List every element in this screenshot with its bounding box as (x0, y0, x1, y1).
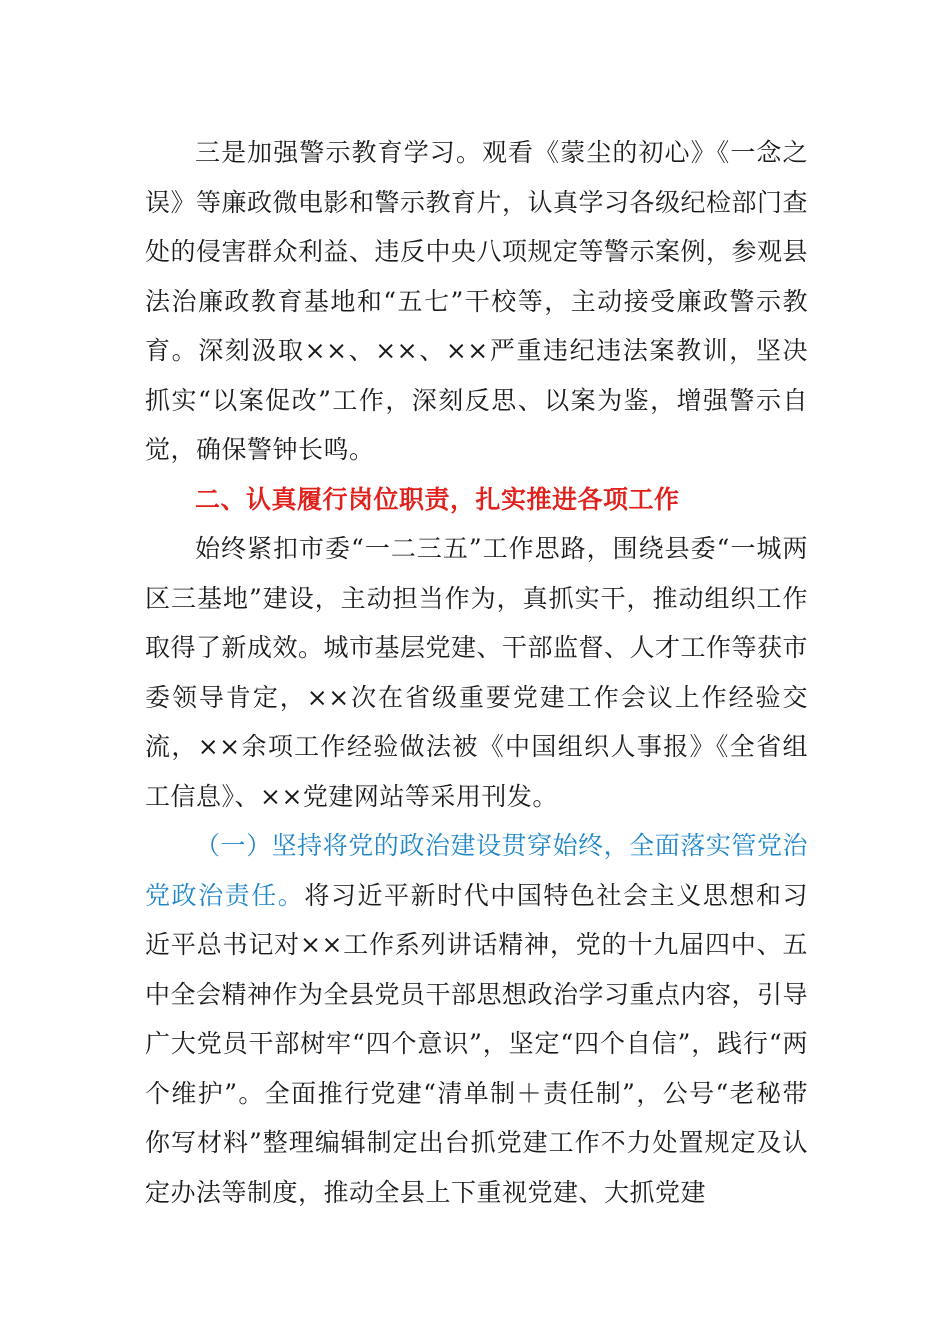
sub-heading-1: （一）坚持将党的政治建设贯穿始终，全面落实管党治党政治责任。 (145, 831, 808, 910)
paragraph-work-results: 始终紧扣市委“一二三五”工作思路，围绕县委“一城两区三基地”建设，主动担当作为，真抓实干，推动组织工作取得了新成效。城市基层党建、干部监督、人才工作等获市委领导肯定，××次在省级重要党建工作会议上作经验交流，××余项工作经验做法被《中国组织人事报》《全省组工信息》、××党建网站等采用刊发。 (145, 534, 809, 811)
section-heading-2: 二、认真履行岗位职责，扎实推进各项工作 (195, 484, 680, 514)
paragraph-political-building (145, 821, 808, 1217)
paragraph-warning-education: 三是加强警示教育学习。观看《蒙尘的初心》《一念之误》等廉政微电影和警示教育片，认真学习各级纪检部门查处的侵害群众利益、违反中央八项规定等警示案例，参观县法治廉政教育基地和“五七”干校等，主动接受廉政警示教育。深刻汲取××、××、××严重违纪违法案教训，坚决抓实“以案促改”工作，深刻反思、以案为鉴，增强警示自觉，确保警钟长鸣。 (145, 138, 809, 464)
paragraph-political-building-body: 将习近平新时代中国特色社会主义思想和习近平总书记对××工作系列讲话精神，党的十九届四中、五中全会精神作为全县党员干部思想政治学习重点内容，引导广大党员干部树牢“四个意识”，坚定“四个自信”，践行“两个维护”。全面推行党建“清单制＋责任制”，公号“老秘带你写材料”整理编辑制定出台抓党建工作不力处置规定及认定办法等制度，推动全县上下重视党建、大抓党建 (145, 880, 809, 1207)
